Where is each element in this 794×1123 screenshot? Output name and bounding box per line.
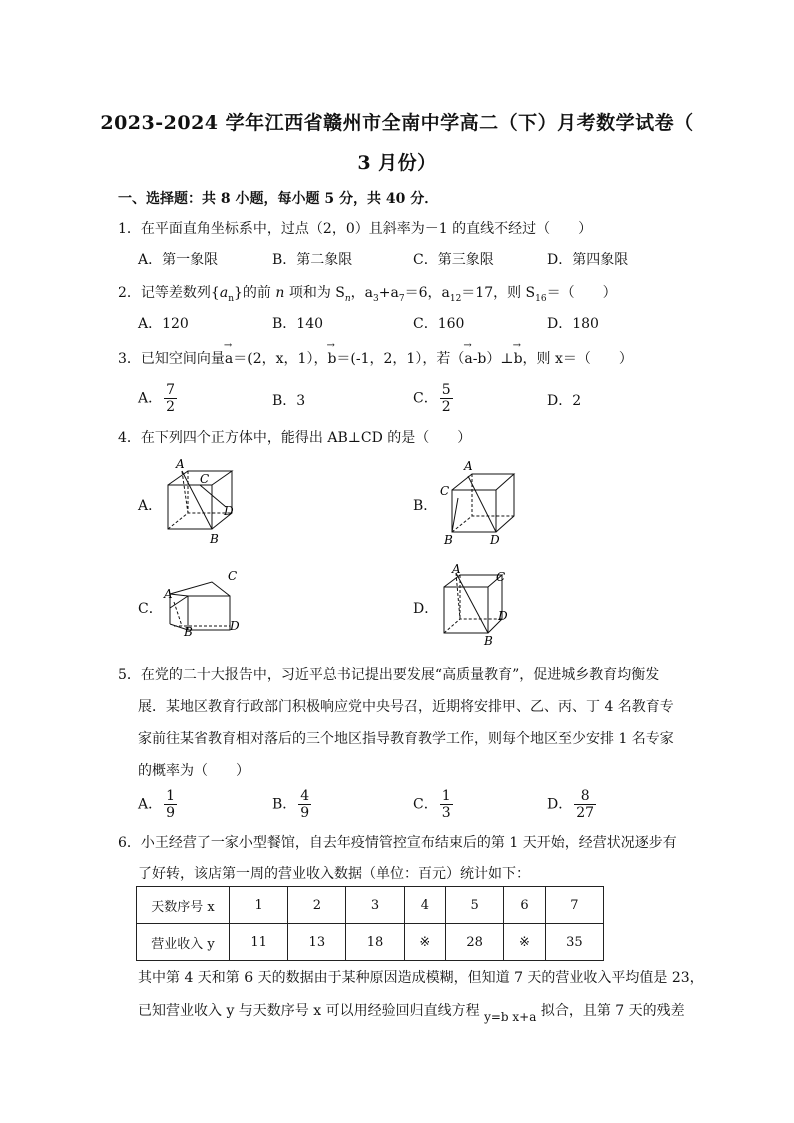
table-cell: 4 <box>404 887 445 924</box>
revenue-table <box>136 886 604 961</box>
cube-b-point-d: D <box>490 533 500 547</box>
q5-option-a[interactable]: A． $\frac{1}{9}$ <box>138 788 176 821</box>
cube-d-point-c: C <box>496 570 506 584</box>
cube-c-point-a: A <box>164 587 173 601</box>
table-cell: 3 <box>346 887 404 924</box>
table-row <box>137 924 604 961</box>
cube-c-point-d: D <box>230 619 240 633</box>
cube-a-point-d: D <box>224 504 234 518</box>
table-header-cell: 营业收入 y <box>137 924 230 961</box>
cube-a-point-c: C <box>200 472 210 486</box>
cube-a-point-a: A <box>176 457 185 471</box>
table-cell: 6 <box>504 887 545 924</box>
cube-d-point-b: B <box>484 634 493 647</box>
question-4-stem: 4．在下列四个正方体中，能得出 AB⊥CD 的是（ ） <box>118 430 472 446</box>
q1-option-b[interactable]: B．第二象限 <box>272 252 353 268</box>
question-2-stem: 2．记等差数列$\{a_n\}$的前 n 项和为 $S_n$，$a_3+a_7=6$，$a_{12}=17$，则 $S_{16}=$（ ） <box>118 285 617 304</box>
vector-a: → a <box>225 351 233 367</box>
table-cell: ※ <box>504 924 545 961</box>
table-cell: 35 <box>545 924 603 961</box>
question-3-stem: 3．已知空间向量→ a＝(2，x，1），→ b＝(-1，2，1），若（→ a-b）⊥→ b，则 x＝（ ） <box>118 348 633 368</box>
cube-b-point-a: A <box>464 459 473 473</box>
regression-equation: y=b x+a <box>484 1010 537 1024</box>
table-cell: ※ <box>404 924 445 961</box>
table-cell: 11 <box>230 924 288 961</box>
table-header-cell: 天数序号 x <box>137 887 230 924</box>
question-6-line-2: 了好转，该店第一周的营业收入数据（单位：百元）统计如下： <box>138 866 530 882</box>
cube-a-point-b: B <box>210 532 219 546</box>
question-6-line-3: 其中第 4 天和第 6 天的数据由于某种原因造成模糊，但知道 7 天的营业收入平均值是 23， <box>138 970 704 986</box>
vector-b: → b <box>327 351 336 367</box>
q2-option-d[interactable]: D．180 <box>547 316 599 332</box>
q4-cube-c <box>160 568 250 640</box>
cube-b-point-c: C <box>440 484 450 498</box>
question-5-line-2: 展．某地区教育行政部门积极响应党中央号召，近期将安排甲、乙、丙、丁 4 名教育专 <box>138 699 674 715</box>
q4-option-a-label[interactable]: A． <box>138 498 163 514</box>
cube-b-point-b: B <box>444 533 453 547</box>
q5-option-b[interactable]: B． $\frac{4}{9}$ <box>272 788 310 821</box>
q4-cube-b <box>438 458 528 548</box>
q3-option-b[interactable]: B．3 <box>272 393 306 409</box>
table-cell: 5 <box>446 887 504 924</box>
cube-c-point-c: C <box>228 569 238 583</box>
question-1-stem: 1．在平面直角坐标系中，过点（2，0）且斜率为－1 的直线不经过（ ） <box>118 221 593 237</box>
q2-option-a[interactable]: A．120 <box>138 316 189 332</box>
q3-option-c[interactable]: C． $\frac{5}{2}$ <box>413 382 451 415</box>
exam-title-line-1: 2023-2024 学年江西省赣州市全南中学高二（下）月考数学试卷（ <box>100 112 694 134</box>
table-row <box>137 887 604 924</box>
q5-option-c[interactable]: C． $\frac{1}{3}$ <box>413 788 451 821</box>
cube-d-point-a: A <box>452 563 461 576</box>
table-cell: 18 <box>346 924 404 961</box>
cube-d-point-d: D <box>498 609 508 623</box>
question-5-line-3: 家前往某省教育相对落后的三个地区指导教育教学工作，则每个地区至少安排 1 名专家 <box>138 731 674 747</box>
table-cell: 1 <box>230 887 288 924</box>
vector-diff: → a-b <box>464 351 486 367</box>
q4-option-b-label[interactable]: B． <box>413 498 438 514</box>
exam-title-line-2: 3 月份） <box>357 152 437 174</box>
q1-option-d[interactable]: D．第四象限 <box>547 252 629 268</box>
table-cell: 13 <box>288 924 346 961</box>
q1-option-c[interactable]: C．第三象限 <box>413 252 494 268</box>
q2-option-b[interactable]: B．140 <box>272 316 324 332</box>
q4-cube-a <box>160 455 250 547</box>
q4-option-d-label[interactable]: D． <box>413 601 439 617</box>
table-cell: 7 <box>545 887 603 924</box>
question-6-line-1: 6．小王经营了一家小型餐馆，自去年疫情管控宣布结束后的第 1 天开始，经营状况逐步有 <box>118 835 677 851</box>
q3-option-a[interactable]: A． $\frac{7}{2}$ <box>138 382 176 415</box>
q5-option-d[interactable]: D． $\frac{8}{27}$ <box>547 788 595 821</box>
question-5-line-1: 5．在党的二十大报告中，习近平总书记提出要发展“高质量教育”，促进城乡教育均衡发 <box>118 667 660 683</box>
question-6-line-4: 已知营业收入 y 与天数序号 x 可以用经验回归直线方程 y=b x+a 拟合，且第 7 天的残差 <box>138 1003 685 1024</box>
vector-b-2: → b <box>514 351 523 367</box>
q1-option-a[interactable]: A．第一象限 <box>138 252 219 268</box>
cube-c-point-b: B <box>184 625 193 639</box>
q4-option-c-label[interactable]: C． <box>138 601 163 617</box>
q4-cube-d <box>438 563 528 647</box>
table-cell: 2 <box>288 887 346 924</box>
q2-option-c[interactable]: C．160 <box>413 316 465 332</box>
section-heading: 一、选择题：共 8 小题，每小题 5 分，共 40 分． <box>118 191 439 207</box>
q3-option-d[interactable]: D．2 <box>547 393 582 409</box>
table-cell: 28 <box>446 924 504 961</box>
question-5-line-4: 的概率为（ ） <box>138 763 250 779</box>
